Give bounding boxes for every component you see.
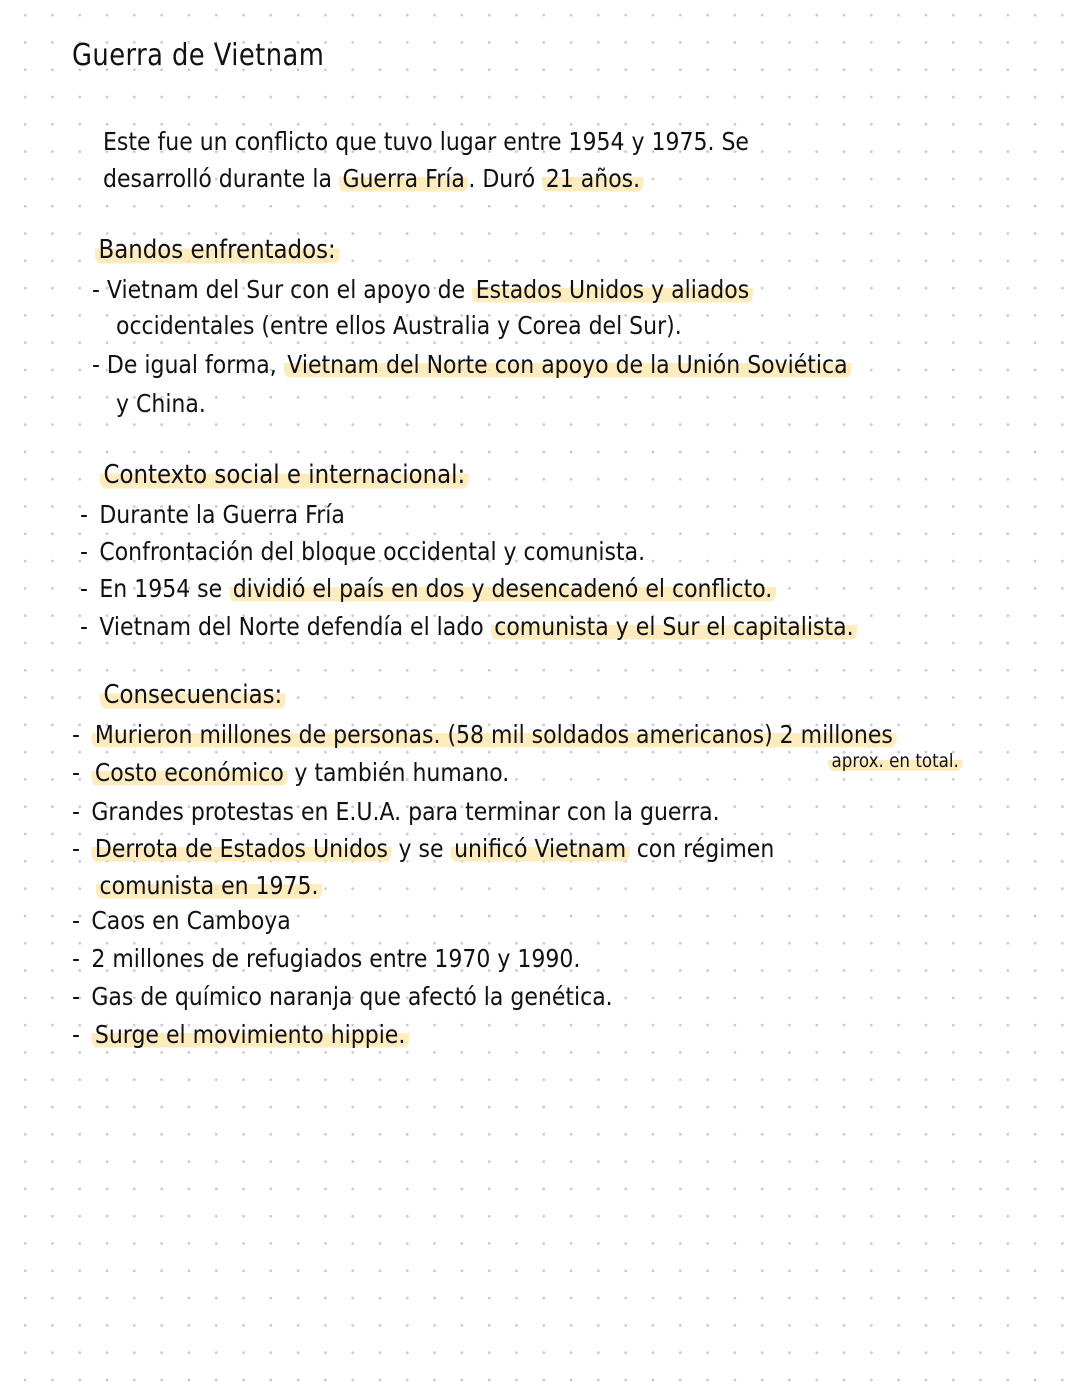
intro-text: Este fue un conflicto que tuvo lugar entre 1954 y 1975. Se	[103, 127, 749, 156]
highlight-unifico: unificó Vietnam	[451, 834, 630, 863]
consecuencias-text: y se	[391, 834, 451, 863]
highlight-eeuu: Estados Unidos y aliados	[472, 275, 753, 304]
note-title: Guerra de Vietnam	[72, 38, 325, 73]
highlight-muertes: Murieron millones de personas. (58 mil soldados americanos) 2 millones	[91, 720, 896, 749]
highlight-division: dividió el país en dos y desencadenó el conflicto.	[229, 574, 776, 603]
bullet-dash: -	[72, 834, 80, 863]
bullet-dash: -	[72, 906, 80, 935]
consecuencias-item	[72, 832, 774, 866]
contexto-item	[80, 498, 345, 532]
consecuencias-item	[72, 980, 613, 1014]
bullet-dash: -	[72, 944, 80, 973]
section-heading-bandos	[95, 233, 339, 267]
bullet-dash: -	[72, 797, 80, 826]
contexto-text: En 1954 se	[99, 574, 230, 603]
bullet-dash: -	[72, 720, 80, 749]
contexto-text: Vietnam del Norte defendía el lado	[99, 612, 491, 641]
highlight-norte: Vietnam del Norte con apoyo de la Unión Soviética	[284, 350, 851, 379]
highlight-guerra-fria: Guerra Fría	[339, 164, 468, 193]
consecuencias-text: Grandes protestas en E.U.A. para terminar con la guerra.	[91, 797, 720, 826]
consecuencias-item-cont	[96, 869, 322, 903]
heading-text: Consecuencias:	[100, 680, 286, 710]
bandos-text: occidentales (entre ellos Australia y Corea del Sur).	[116, 311, 682, 340]
bandos-text: - De igual forma,	[92, 350, 284, 379]
bullet-dash: -	[72, 1020, 80, 1049]
consecuencias-item	[72, 1018, 409, 1052]
consecuencias-item	[72, 756, 509, 790]
bullet-dash: -	[72, 758, 80, 787]
bandos-item-1	[92, 273, 753, 307]
highlight-hippie: Surge el movimiento hippie.	[91, 1020, 409, 1049]
highlight-derrota: Derrota de Estados Unidos	[91, 834, 391, 863]
bullet-dash: -	[80, 612, 88, 641]
consecuencias-item	[72, 942, 580, 976]
consecuencias-text: 2 millones de refugiados entre 1970 y 1990.	[91, 944, 581, 973]
consecuencias-text: y también humano.	[287, 758, 510, 787]
bullet-dash: -	[80, 574, 88, 603]
highlight-costo: Costo económico	[91, 758, 287, 787]
consecuencias-text: Caos en Camboya	[91, 906, 291, 935]
bullet-dash: -	[80, 537, 88, 566]
highlight-duration: 21 años.	[542, 164, 643, 193]
consecuencias-text: con régimen	[629, 834, 775, 863]
heading-text: Contexto social e internacional:	[100, 460, 469, 490]
highlight-total: aprox. en total.	[828, 750, 962, 772]
bandos-text: - Vietnam del Sur con el apoyo de	[92, 275, 473, 304]
bandos-item-1-cont	[116, 309, 682, 343]
section-heading-consecuencias	[100, 678, 286, 712]
contexto-item	[80, 572, 776, 606]
contexto-item	[80, 535, 645, 569]
consecuencias-item	[72, 795, 720, 829]
consecuencias-item	[72, 904, 291, 938]
highlight-comunista-1975: comunista en 1975.	[96, 871, 322, 900]
bandos-item-2-cont	[116, 387, 206, 421]
contexto-text: Durante la Guerra Fría	[99, 500, 345, 529]
contexto-text: Confrontación del bloque occidental y comunista.	[99, 537, 646, 566]
consecuencias-item	[72, 718, 896, 752]
bullet-dash: -	[72, 982, 80, 1011]
intro-text: . Duró	[468, 164, 543, 193]
intro-text: desarrolló durante la	[103, 164, 339, 193]
intro-line-2	[103, 162, 644, 196]
intro-line-1	[103, 125, 749, 159]
highlight-ideologia: comunista y el Sur el capitalista.	[491, 612, 857, 641]
bandos-item-2	[92, 348, 851, 382]
section-heading-contexto	[100, 458, 469, 492]
contexto-item	[80, 610, 857, 644]
consecuencias-note	[828, 750, 962, 772]
heading-text: Bandos enfrentados:	[95, 235, 339, 265]
consecuencias-text: Gas de químico naranja que afectó la genética.	[91, 982, 613, 1011]
bandos-text: y China.	[116, 389, 206, 418]
bullet-dash: -	[80, 500, 88, 529]
